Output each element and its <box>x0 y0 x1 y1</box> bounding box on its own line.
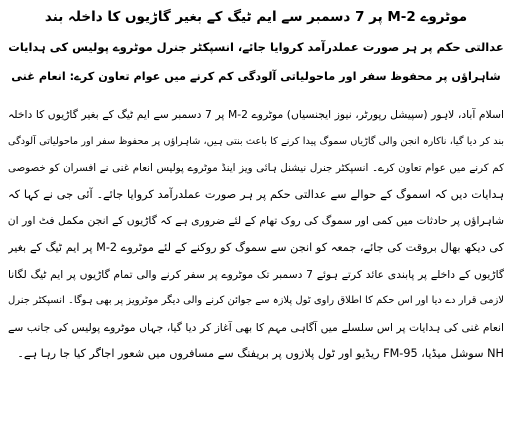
body-line: شاہراؤں پر حادثات میں کمی اور سموگ کی روک تھام کے لئے ضروری ہے کہ گاڑیوں کے انجن مکمل فٹ اور ان <box>8 214 504 228</box>
body-line: گاڑیوں کے داخلے پر پابندی عائد کرتے ہوئے 7 دسمبر تک موٹروے پر سفر کرنے والی تمام گاڑیوں پر ایم ٹیگ لگانا <box>8 267 504 281</box>
sub-headline-2: شاہراؤں پر محفوظ سفر اور ماحولیاتی آلودگی کم کرنے میں عوام تعاون کرے: انعام غنی <box>11 70 501 83</box>
sub-headline-1: عدالتی حکم پر ہر صورت عملدرآمد کروایا جائے، انسپکٹر جنرل موٹروے پولیس کی ہدایات <box>8 40 504 54</box>
body-line: کی دیکھ بھال بروقت کی جائے، جمعہ کو انجن سے سموگ کو روکنے کے لئے موٹروے M-2 پر ایم ٹیگ کے بغیر <box>8 240 504 254</box>
body-line: اسلام آباد، لاہور (سپیشل رپورٹر، نیوز ایجنسیاں) موٹروے M-2 پر 7 دسمبر سے ایم ٹیگ کے بغیر گاڑیوں کا داخلہ <box>8 108 504 121</box>
body-line: کم کرنے میں عوام تعاون کرے۔ انسپکٹر جنرل نیشنل ہائی ویز اینڈ موٹروے پولیس انعام غنی نے افسران کو خصوصی <box>8 162 504 175</box>
main-headline: موٹروے M-2 پر 7 دسمبر سے ایم ٹیگ کے بغیر گاڑیوں کا داخلہ بند <box>44 9 468 25</box>
headline-block <box>8 2 504 92</box>
body-line: NH سوشل میڈیا، FM-95 ریڈیو اور ٹول پلازوں پر بریفنگ سے مسافروں میں شعور اجاگر کیا جا رہا ہے۔ <box>17 347 504 361</box>
body-line: انعام غنی کی ہدایات پر اس سلسلے میں آگاہی مہم کا بھی آغاز کر دیا گیا، جہاں موٹروے پولیس کی جانب سے <box>8 320 504 334</box>
body-line: لازمی قرار دے دیا اور اس حکم کا اطلاق راوی ٹول پلازہ سے جوائن کرنے والی دیگر موٹرویز پر بھی ہوگا۔ انسپکٹر جنرل <box>8 295 504 307</box>
body-line: بند کر دیا گیا، ناکارہ انجن والی گاڑیاں سموگ پیدا کرنے کا باعث بنتی ہیں، شاہراؤں پر محفوظ سفر اور ماحولیاتی آلودگی <box>8 135 504 147</box>
body-line: ہدایات دیں کہ اسموگ کے حوالے سے عدالتی حکم پر ہر صورت عملدرآمد کروایا جائے۔ آئی جی نے کہا کہ <box>8 187 504 201</box>
article-body <box>8 102 504 368</box>
